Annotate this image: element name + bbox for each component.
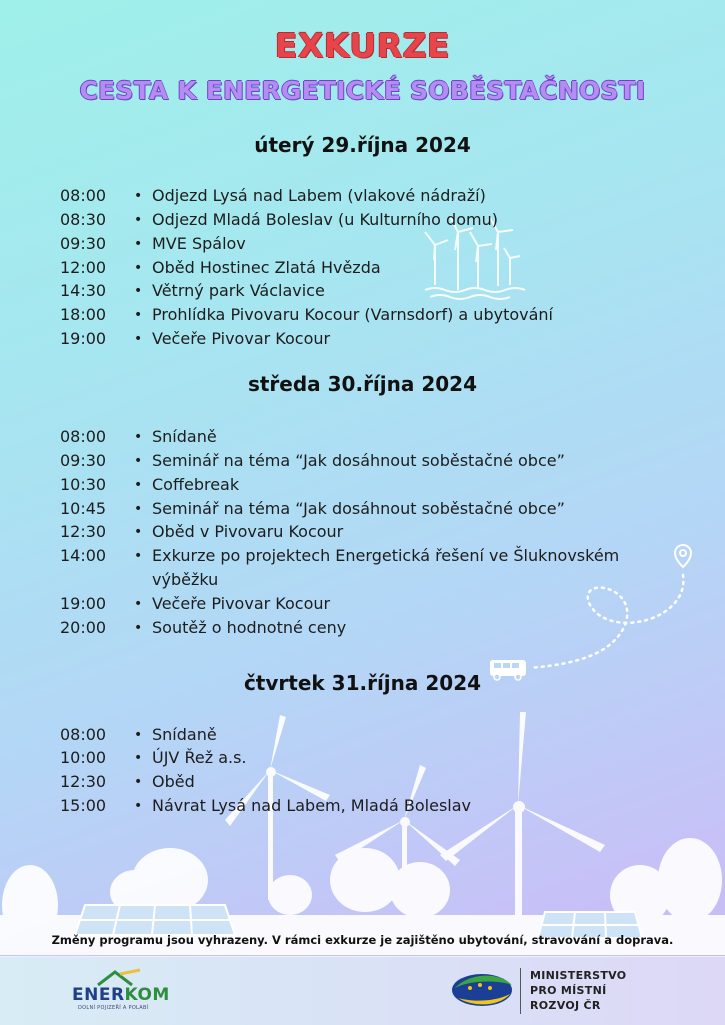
list-item	[60, 425, 700, 449]
mmr-line: PRO MÍSTNÍ	[530, 984, 607, 997]
list-item	[60, 497, 700, 521]
list-item	[60, 616, 700, 640]
item-text: Prohlídka Pivovaru Kocour (Varnsdorf) a ubytování	[152, 305, 553, 324]
item-text: Oběd v Pivovaru Kocour	[152, 522, 344, 541]
list-item	[60, 184, 700, 208]
item-time: 20:00	[60, 618, 107, 637]
mmr-logo-text	[530, 968, 626, 1013]
list-item	[60, 232, 700, 256]
bullet: •	[134, 188, 143, 204]
item-text: Seminář na téma “Jak dosáhnout soběstačné obce”	[152, 499, 565, 518]
item-text: Exkurze po projektech Energetická řešení ve Šluknovském	[152, 546, 620, 565]
item-text: MVE Spálov	[152, 234, 246, 253]
item-text: Oběd Hostinec Zlatá Hvězda	[152, 258, 381, 277]
item-time: 08:30	[60, 210, 107, 229]
footer-note: Změny programu jsou vyhrazeny. V rámci exkurze je zajištěno ubytování, stravování a doprava.	[51, 933, 674, 947]
item-text: výběžku	[152, 570, 219, 589]
enerkom-logo-part1: ENER	[72, 985, 125, 1005]
item-text: Odjezd Lysá nad Labem (vlakové nádraží)	[152, 186, 486, 205]
item-time: 15:00	[60, 796, 107, 815]
list-item	[60, 723, 700, 747]
bullet: •	[134, 331, 143, 347]
bullet: •	[134, 596, 143, 612]
item-time: 19:00	[60, 594, 107, 613]
mmr-divider	[520, 968, 521, 1014]
item-text: Odjezd Mladá Boleslav (u Kulturního domu)	[152, 210, 498, 229]
list-item	[60, 208, 700, 232]
item-time: 12:30	[60, 522, 107, 541]
item-time: 10:00	[60, 748, 107, 767]
bullet: •	[134, 774, 143, 790]
list-item	[60, 770, 700, 794]
item-text: Snídaně	[152, 725, 217, 744]
day-heading-tuesday: úterý 29.října 2024	[254, 133, 471, 157]
item-time: 18:00	[60, 305, 107, 324]
list-item	[60, 449, 700, 473]
bullet: •	[134, 429, 143, 445]
bullet: •	[134, 798, 143, 814]
list-item	[60, 520, 700, 544]
item-text: Větrný park Václavice	[152, 281, 325, 300]
item-text: Seminář na téma “Jak dosáhnout soběstačné obce”	[152, 451, 565, 470]
bullet: •	[134, 524, 143, 540]
bullet: •	[134, 477, 143, 493]
mmr-line: ROZVOJ ČR	[530, 999, 601, 1012]
item-time: 08:00	[60, 186, 107, 205]
enerkom-logo-part2: KOM	[124, 985, 170, 1005]
item-time: 09:30	[60, 451, 107, 470]
list-item	[60, 473, 700, 497]
item-text: Večeře Pivovar Kocour	[152, 594, 331, 613]
bullet: •	[134, 727, 143, 743]
bullet: •	[134, 453, 143, 469]
item-time: 12:30	[60, 772, 107, 791]
bullet: •	[134, 620, 143, 636]
item-time: 10:30	[60, 475, 107, 494]
bullet: •	[134, 307, 143, 323]
bullet: •	[134, 236, 143, 252]
list-item	[60, 303, 700, 327]
bullet: •	[134, 501, 143, 517]
item-text: Návrat Lysá nad Labem, Mladá Boleslav	[152, 796, 471, 815]
day-heading-thursday: čtvrtek 31.října 2024	[243, 671, 482, 695]
bullet: •	[134, 212, 143, 228]
list-item	[60, 746, 700, 770]
bullet: •	[134, 283, 143, 299]
item-text: Snídaně	[152, 427, 217, 446]
bullet: •	[134, 548, 143, 564]
enerkom-logo	[72, 985, 170, 1005]
list-item-continuation	[60, 568, 700, 592]
item-time: 19:00	[60, 329, 107, 348]
item-time: 08:00	[60, 725, 107, 744]
bullet: •	[134, 260, 143, 276]
item-text: Soutěž o hodnotné ceny	[152, 618, 347, 637]
list-item	[60, 592, 700, 616]
item-time: 12:00	[60, 258, 107, 277]
item-text: Oběd	[152, 772, 195, 791]
page-title: EXKURZE	[274, 26, 451, 65]
item-time: 10:45	[60, 499, 107, 518]
list-item	[60, 794, 700, 818]
mmr-line: MINISTERSTVO	[530, 969, 627, 982]
enerkom-subtitle: DOLNÍ POJIZEŘÍ A POLABÍ	[78, 1005, 149, 1011]
day-heading-wednesday: středa 30.října 2024	[247, 372, 478, 396]
list-item	[60, 256, 700, 280]
item-time: 14:00	[60, 546, 107, 565]
item-time: 09:30	[60, 234, 107, 253]
bullet: •	[134, 750, 143, 766]
item-time: 14:30	[60, 281, 107, 300]
list-item	[60, 279, 700, 303]
list-item	[60, 544, 700, 568]
item-time: 08:00	[60, 427, 107, 446]
list-item	[60, 327, 700, 351]
page-subtitle: CESTA K ENERGETICKÉ SOBĚSTAČNOSTI	[79, 76, 646, 105]
item-text: Coffebreak	[152, 475, 240, 494]
item-text: Večeře Pivovar Kocour	[152, 329, 331, 348]
item-text: ÚJV Řež a.s.	[152, 748, 247, 767]
